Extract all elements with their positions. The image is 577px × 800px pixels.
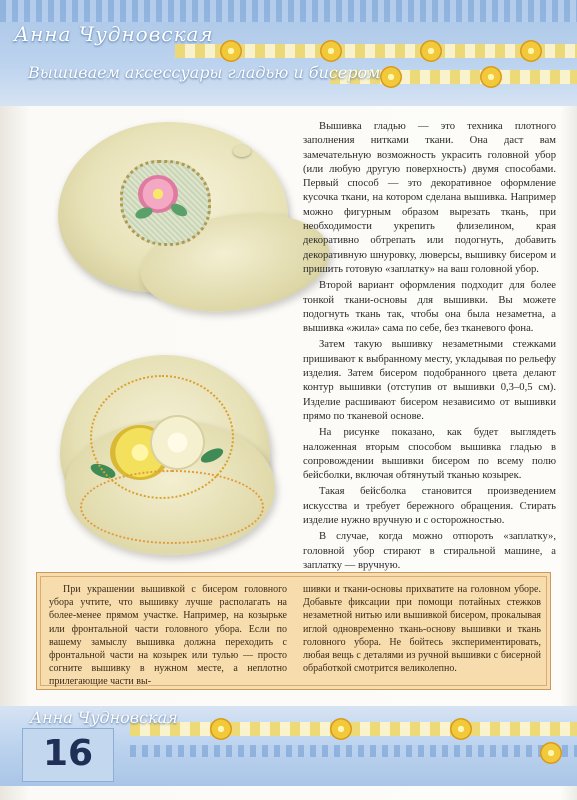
bead-outline-brim bbox=[80, 470, 264, 544]
footer-flower-icon bbox=[210, 718, 232, 740]
header-author: Анна Чудновская bbox=[14, 22, 214, 46]
footer-flower-icon bbox=[540, 742, 562, 764]
header-flower-icon bbox=[420, 40, 442, 62]
paragraph: В случае, когда можно отпороть «заплатку», головной убор стирают в стиральной машине, а заплатку — вручную. bbox=[303, 531, 556, 571]
page-number-box bbox=[22, 728, 114, 782]
paragraph: Затем такую вышивку незаметными стежками пришивают к выбранному месту, укладывая по рельефу изделия. Затем бисером подобранного цвета делают контур вышивки (отступив от вышивки 0,3–0,5 см). Изделие расшивают бисером независимо от вышивки прямо по тканевой основе. bbox=[303, 339, 556, 422]
tip-text-right: шивки и ткани-основы прихватите на головном уборе. Добавьте фиксации при помощи потайных стежков незаметной нитью или вышивкой бисером, прокалывая иглой одновременно ткань-основу вышивки и ткань головного убора. Не бойтесь экспериментировать, любая вещь с деталями из ручной вышивки с бисерной обработкой смотрится великолепно. bbox=[303, 584, 541, 675]
header-flower-icon bbox=[380, 66, 402, 88]
paragraph: Второй вариант оформления подходит для более тонкой ткани-основы для вышивки. Вы можете подогнуть ткань так, чтобы она была незаметна, а вышивка «жила» сама по себе, без тканевого фона. bbox=[303, 280, 556, 335]
page-number: 16 bbox=[42, 733, 94, 774]
tip-text-left: При украшении вышивкой с бисером головного убора учтите, что вышивку лучше располагать на более-менее прямом участке. Например, на козырьке или фронтальной части головного убора. Если по вашему замыслу вышивка должна переходить с фронтальной части на козырек или тулью — просто согните вышивку в нужном месте, а неплотно прилегающие части вы- bbox=[49, 584, 287, 688]
tip-box bbox=[36, 572, 551, 690]
header-flower-icon bbox=[220, 40, 242, 62]
header-flower-icon bbox=[520, 40, 542, 62]
footer-stripe bbox=[130, 745, 577, 757]
paragraph: На рисунке показано, как будет выглядеть наложенная вторым способом вышивка гладью в сопровождении вышивки бисером по всему полю бейсболки, включая обтянутый тканью козырек. bbox=[303, 427, 556, 482]
footer-author: Анна Чудновская bbox=[30, 708, 178, 727]
header-book-title: Вышиваем аксессуары гладью и бисером bbox=[28, 63, 381, 82]
header-stripe-top bbox=[0, 0, 577, 22]
article-body bbox=[303, 120, 556, 575]
footer-flower-icon bbox=[330, 718, 352, 740]
header-flower-icon bbox=[320, 40, 342, 62]
header-flower-icon bbox=[480, 66, 502, 88]
footer-flower-icon bbox=[450, 718, 472, 740]
footer-ribbon bbox=[130, 722, 577, 736]
paragraph: Вышивка гладью — это техника плотного заполнения нитками ткани. Она даст вам замечательную возможность украсить головной убор (или любую другую поверхность) двумя способами. Первый способ — это декоративное оформление кусочка ткани, на котором сделана вышивка. Например можно фигурным образом вырезать ткань, при необходимости укрепить флизелином, края декоративно обтрепать или подогнуть, добавить декоративную шнуровку, люверсы, вышивку бисером и пришить готовую «заплатку» на ваш головной убор. bbox=[303, 121, 556, 275]
cap-button bbox=[233, 145, 251, 157]
paragraph: Такая бейсболка становится произведением искусства и требует бережного обращения. Стирать изделие нужно вручную и с осторожностью. bbox=[303, 486, 556, 527]
